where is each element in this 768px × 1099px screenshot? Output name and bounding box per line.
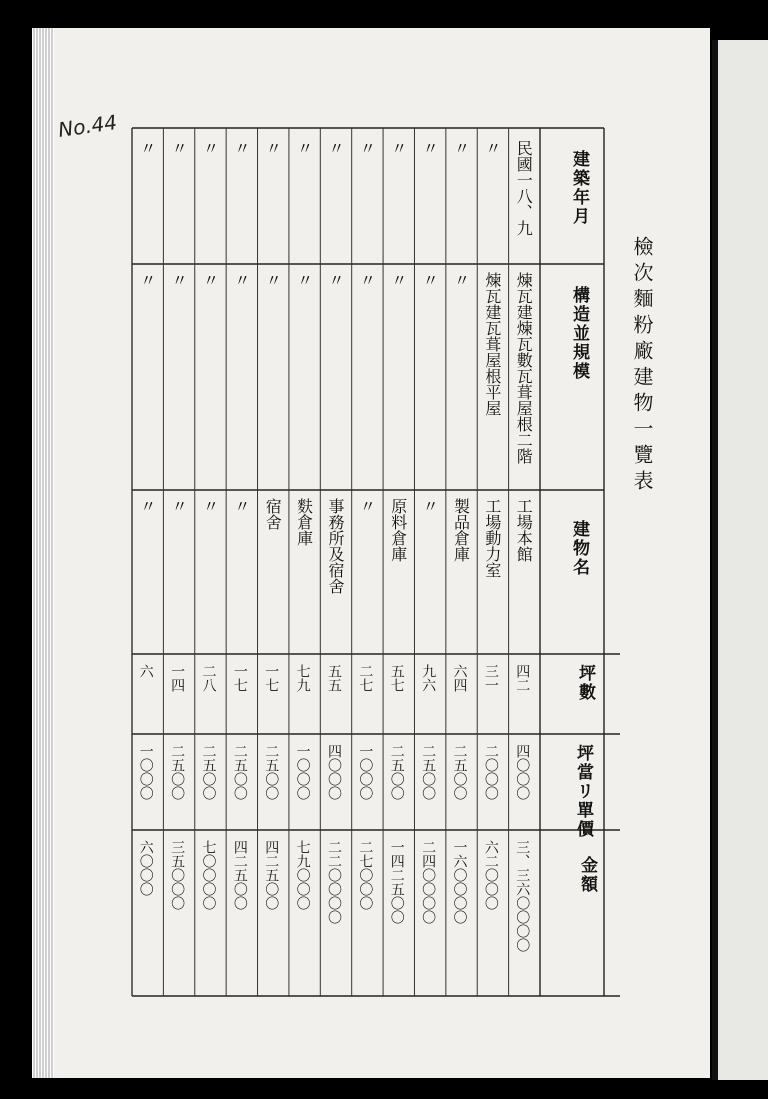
row-13-building: 〃 — [137, 498, 157, 514]
row-1-amount: 三、三六〇〇〇〇 — [514, 840, 531, 952]
header-building: 建物名 — [569, 520, 589, 577]
row-12-building: 〃 — [169, 498, 189, 514]
header-unit-price: 坪當リ單價 — [573, 744, 593, 839]
row-5-structure: 〃 — [388, 272, 408, 288]
row-4-structure: 〃 — [420, 272, 440, 288]
row-8-amount: 七九〇〇〇 — [294, 840, 311, 910]
row-7-amount: 二二〇〇〇〇 — [326, 840, 342, 924]
row-4-amount: 二四〇〇〇〇 — [420, 840, 437, 924]
row-11-building: 〃 — [200, 498, 220, 514]
row-2-year: 〃 — [482, 140, 502, 156]
row-11-amount: 七〇〇〇〇 — [200, 840, 217, 910]
row-8-building: 麩倉庫 — [294, 498, 314, 546]
row-12-structure: 〃 — [169, 272, 189, 288]
row-4-unit-price: 二五〇〇 — [420, 744, 437, 800]
row-13-amount: 六〇〇〇 — [137, 840, 154, 896]
row-5-amount: 一四二五〇〇 — [388, 840, 405, 924]
row-7-building: 事務所及宿舍 — [326, 498, 345, 594]
row-3-building: 製品倉庫 — [451, 498, 471, 562]
row-3-unit-price: 二五〇〇 — [451, 744, 468, 800]
row-7-structure: 〃 — [326, 272, 345, 288]
row-4-building: 〃 — [420, 498, 440, 514]
header-structure: 構造並規模 — [569, 286, 589, 381]
row-10-amount: 四二五〇〇 — [231, 840, 248, 910]
row-1-structure: 煉瓦建煉瓦數瓦葺屋根二階 — [514, 272, 534, 464]
row-8-tsubo: 七九 — [294, 664, 311, 692]
row-5-year: 〃 — [388, 140, 408, 156]
row-9-building: 宿舍 — [263, 498, 283, 530]
row-10-building: 〃 — [231, 498, 251, 514]
row-10-unit-price: 二五〇〇 — [231, 744, 248, 800]
handwritten-note: No.44 — [56, 110, 119, 142]
row-6-amount: 二七〇〇〇 — [357, 840, 374, 910]
row-11-structure: 〃 — [200, 272, 220, 288]
row-5-unit-price: 二五〇〇 — [388, 744, 405, 800]
row-6-year: 〃 — [357, 140, 377, 156]
row-2-structure: 煉瓦建瓦葺屋根平屋 — [482, 272, 502, 416]
row-13-unit-price: 一〇〇〇 — [137, 744, 154, 800]
row-3-tsubo: 六四 — [451, 664, 468, 692]
row-6-building: 〃 — [357, 498, 377, 514]
row-4-tsubo: 九六 — [420, 664, 437, 692]
row-5-tsubo: 五七 — [388, 664, 405, 692]
row-4-year: 〃 — [420, 140, 440, 156]
row-9-year: 〃 — [263, 140, 283, 156]
row-6-unit-price: 一〇〇〇 — [357, 744, 374, 800]
row-1-year: 民國一八、九 — [514, 140, 534, 236]
row-12-year: 〃 — [169, 140, 189, 156]
row-7-tsubo: 五五 — [326, 664, 342, 692]
row-3-structure: 〃 — [451, 272, 471, 288]
row-12-amount: 三五〇〇〇 — [169, 840, 186, 910]
row-3-year: 〃 — [451, 140, 471, 156]
row-2-unit-price: 二〇〇〇 — [482, 744, 499, 800]
row-2-amount: 六二〇〇〇 — [482, 840, 499, 910]
row-1-building: 工場本館 — [514, 498, 534, 562]
row-6-tsubo: 二七 — [357, 664, 374, 692]
header-tsubo: 坪數 — [575, 664, 595, 702]
row-13-tsubo: 六 — [137, 664, 154, 678]
row-9-tsubo: 一七 — [263, 664, 280, 692]
row-10-tsubo: 一七 — [231, 664, 248, 692]
row-13-year: 〃 — [137, 140, 157, 156]
row-9-amount: 四二五〇〇 — [263, 840, 280, 910]
row-3-amount: 一六〇〇〇〇 — [451, 840, 468, 924]
row-9-unit-price: 二五〇〇 — [263, 744, 280, 800]
row-10-structure: 〃 — [231, 272, 251, 288]
row-2-building: 工場動力室 — [482, 498, 502, 578]
row-8-unit-price: 一〇〇〇 — [294, 744, 311, 800]
row-11-tsubo: 二八 — [200, 664, 217, 692]
row-7-unit-price: 四〇〇〇 — [326, 744, 342, 800]
row-12-tsubo: 一四 — [169, 664, 186, 692]
row-8-year: 〃 — [294, 140, 314, 156]
row-12-unit-price: 二五〇〇 — [169, 744, 186, 800]
row-2-tsubo: 三一 — [482, 664, 499, 692]
header-year: 建築年月 — [569, 150, 589, 226]
row-7-year: 〃 — [326, 140, 345, 156]
document-title: 檢次麵粉廠建物一覽表 — [630, 236, 654, 496]
row-6-structure: 〃 — [357, 272, 377, 288]
row-9-structure: 〃 — [263, 272, 283, 288]
header-amount: 金額 — [577, 856, 597, 894]
row-10-year: 〃 — [231, 140, 251, 156]
row-11-unit-price: 二五〇〇 — [200, 744, 217, 800]
row-13-structure: 〃 — [137, 272, 157, 288]
row-11-year: 〃 — [200, 140, 220, 156]
row-8-structure: 〃 — [294, 272, 314, 288]
row-5-building: 原料倉庫 — [388, 498, 408, 562]
row-1-tsubo: 四二 — [514, 664, 531, 692]
row-1-unit-price: 四〇〇〇 — [514, 744, 531, 800]
